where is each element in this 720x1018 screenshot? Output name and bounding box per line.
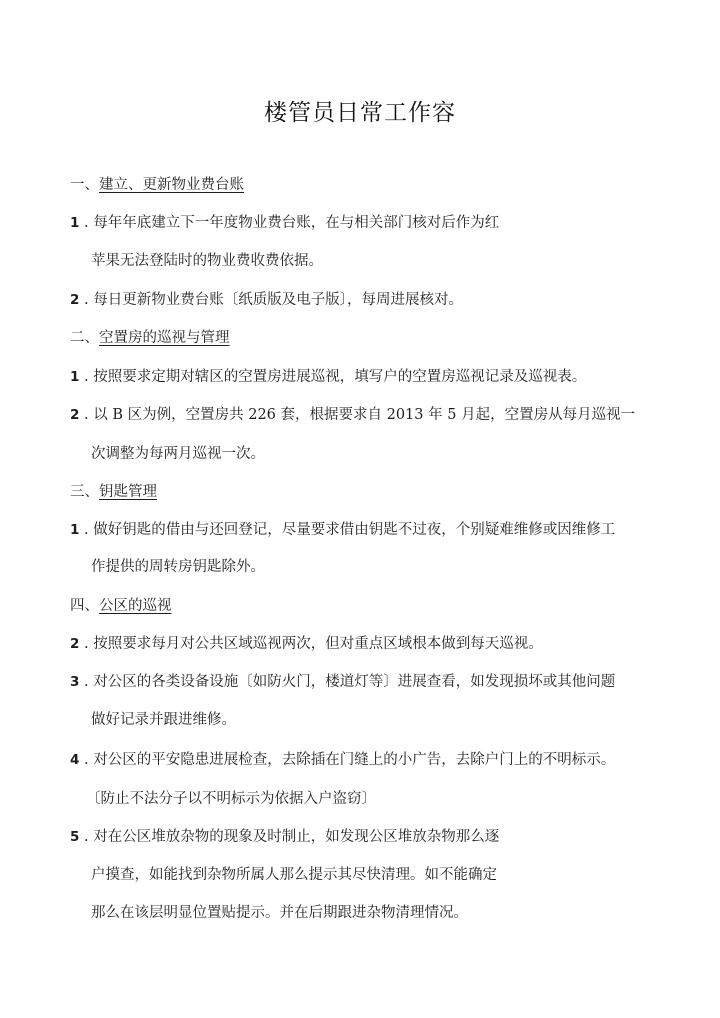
list-item: 1 . 按照要求定期对辖区的空置房进展巡视，填写户的空置房巡视记录及巡视表。: [70, 369, 587, 385]
item-text: 按照要求每月对公共区域巡视两次，但对重点区域根本做到每天巡视。: [93, 636, 543, 652]
list-item: 2 . 按照要求每月对公共区域巡视两次，但对重点区域根本做到每天巡视。: [70, 636, 543, 652]
section-prefix: 四、: [70, 598, 99, 614]
section-prefix: 二、: [70, 330, 99, 346]
section-prefix: 一、: [70, 177, 99, 193]
item-text: 次调整为每两月巡视一次。: [91, 446, 265, 462]
section-prefix: 三、: [70, 484, 99, 500]
section-title: 公区的巡视: [99, 598, 172, 614]
item-number: 1: [70, 215, 80, 231]
item-text: 那么在该层明显位置贴提示。并在后期跟进杂物清理情况。: [91, 905, 468, 921]
item-text: 对在公区堆放杂物的现象及时制止，如发现公区堆放杂物那么逐: [93, 829, 500, 845]
item-text: 苹果无法登陆时的物业费收费依据。: [91, 253, 323, 269]
item-number: 1: [70, 522, 80, 538]
document-title: 楼管员日常工作容: [264, 100, 456, 126]
item-text: 做好钥匙的借由与还回登记，尽量要求借由钥匙不过夜，个别疑难维修或因维修工: [93, 522, 616, 538]
item-text: 〔防止不法分子以不明标示为依据入户盗窃〕: [86, 791, 376, 807]
item-number: 5: [70, 829, 80, 845]
list-item: 2 . 以 B 区为例，空置房共 226 套，根据要求自 2013 年 5 月起，空置房从每月巡视一: [70, 407, 636, 423]
item-text: 做好记录并跟进维修。: [91, 712, 236, 728]
list-item: 3 . 对公区的各类设备设施〔如防火门，楼道灯等〕进展查看，如发现损坏或其他问题: [70, 674, 616, 690]
item-number: 3: [70, 674, 80, 690]
section-title: 空置房的巡视与管理: [99, 330, 230, 346]
section-title: 建立、更新物业费台账: [99, 177, 244, 193]
item-text: 作提供的周转房钥匙除外。: [91, 559, 265, 575]
item-text: 每年年底建立下一年度物业费台账，在与相关部门核对后作为红: [93, 215, 500, 231]
item-number: 2: [70, 407, 80, 423]
section-heading: [70, 175, 244, 195]
item-number: 4: [70, 752, 80, 768]
item-text: 按照要求定期对辖区的空置房进展巡视，填写户的空置房巡视记录及巡视表。: [93, 369, 587, 385]
section-heading: [70, 596, 172, 616]
list-item: 2 . 每日更新物业费台账〔纸质版及电子版〕，每周进展核对。: [70, 292, 463, 308]
section-heading: [70, 328, 230, 348]
item-number: 1: [70, 369, 80, 385]
item-text: 对公区的平安隐患进展检查，去除插在门缝上的小广告，去除户门上的不明标示。: [93, 752, 616, 768]
list-item: 1 . 做好钥匙的借由与还回登记，尽量要求借由钥匙不过夜，个别疑难维修或因维修工: [70, 522, 616, 538]
list-item: 4 . 对公区的平安隐患进展检查，去除插在门缝上的小广告，去除户门上的不明标示。: [70, 752, 616, 768]
item-number: 2: [70, 292, 80, 308]
item-text: 以 B 区为例，空置房共 226 套，根据要求自 2013 年 5 月起，空置房从每月巡视一: [93, 407, 636, 423]
section-heading: [70, 482, 157, 502]
list-item: 1 . 每年年底建立下一年度物业费台账，在与相关部门核对后作为红: [70, 215, 500, 231]
list-item: 5 . 对在公区堆放杂物的现象及时制止，如发现公区堆放杂物那么逐: [70, 829, 500, 845]
item-number: 2: [70, 636, 80, 652]
item-text: 每日更新物业费台账〔纸质版及电子版〕，每周进展核对。: [93, 292, 463, 308]
section-title: 钥匙管理: [99, 484, 157, 500]
item-text: 户摸查，如能找到杂物所属人那么提示其尽快清理。如不能确定: [91, 867, 497, 883]
item-text: 对公区的各类设备设施〔如防火门，楼道灯等〕进展查看，如发现损坏或其他问题: [93, 674, 616, 690]
